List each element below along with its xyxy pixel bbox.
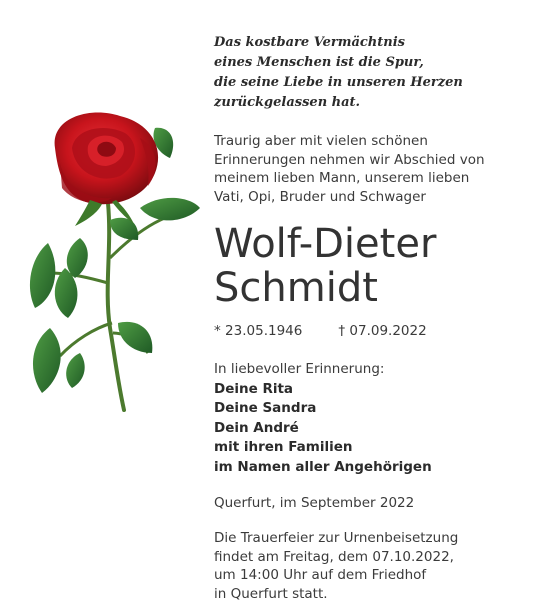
intro-line: Traurig aber mit vielen schönen — [214, 133, 428, 149]
death-date: † 07.09.2022 — [338, 323, 427, 339]
life-dates — [214, 322, 544, 340]
intro-line: Vati, Opi, Bruder und Schwager — [214, 188, 426, 205]
quote-line: Das kostbare Vermächtnis — [214, 35, 405, 50]
funeral-line: in Querfurt statt. — [214, 585, 328, 602]
birth-date: * 23.05.1946 — [214, 323, 303, 339]
mourners-block — [214, 360, 544, 477]
rose-image — [20, 108, 205, 418]
mourner-name: Deine Sandra — [214, 400, 317, 416]
quote-line: die seine Liebe in unseren Herzen — [214, 75, 463, 90]
mourner-name: Deine Rita — [214, 380, 294, 397]
deceased-first-name: Wolf-Dieter — [214, 221, 437, 267]
deceased-name — [214, 222, 544, 310]
deceased-last-name: Schmidt — [214, 265, 378, 311]
memorial-quote — [214, 33, 544, 113]
intro-text — [214, 132, 544, 206]
intro-line: Erinnerungen nehmen wir Abschied von — [214, 151, 485, 168]
place-date: Querfurt, im September 2022 — [214, 495, 415, 511]
funeral-line: findet am Freitag, dem 07.10.2022, — [214, 548, 454, 565]
text-column — [214, 33, 544, 603]
funeral-line: Die Trauerfeier zur Urnenbeisetzung — [214, 530, 459, 546]
mourner-name: im Namen aller Angehörigen — [214, 458, 432, 475]
funeral-info — [214, 529, 544, 603]
mourner-name: Dein André — [214, 419, 299, 436]
quote-line: zurückgelassen hat. — [214, 95, 361, 110]
mourners-heading: In liebevoller Erinnerung: — [214, 361, 385, 377]
funeral-line: um 14:00 Uhr auf dem Friedhof — [214, 567, 427, 583]
mourner-name: mit ihren Familien — [214, 439, 353, 455]
quote-line: eines Menschen ist die Spur, — [214, 55, 424, 70]
intro-line: meinem lieben Mann, unserem lieben — [214, 170, 470, 186]
